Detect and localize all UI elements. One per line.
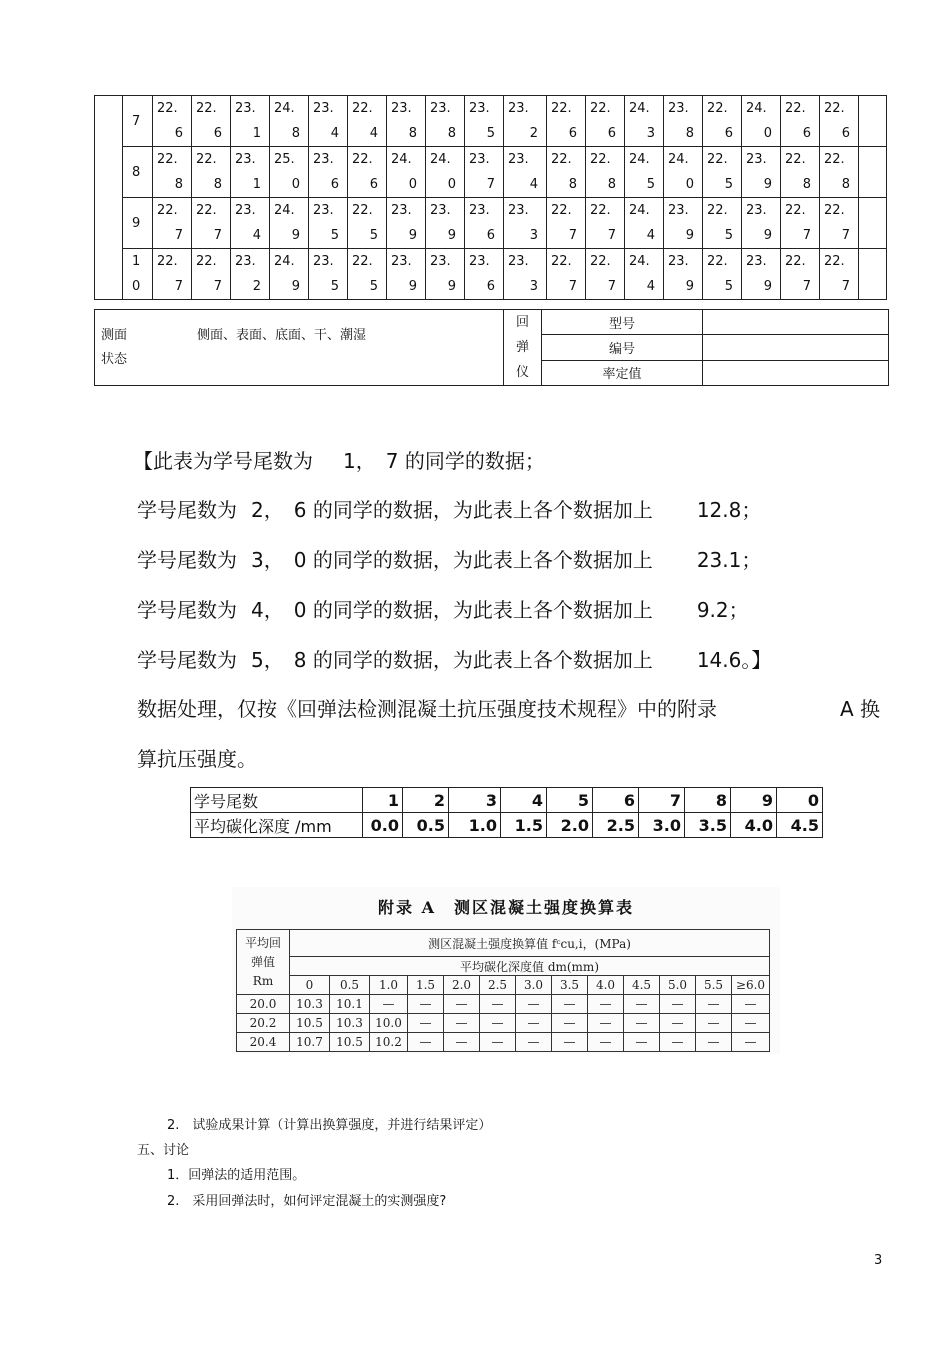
student-id-digit: 0 — [777, 788, 823, 813]
carbonation-label: 平均碳化深度 /mm — [191, 813, 363, 838]
rebound-value-cell: 22. 5 — [703, 249, 742, 300]
depth-header: 1.0 — [370, 976, 408, 995]
strength-value: 10.3 — [290, 995, 330, 1014]
strength-value: — — [552, 1033, 588, 1052]
mean-rebound-value: 20.4 — [237, 1033, 290, 1052]
depth-header: 0 — [290, 976, 330, 995]
student-id-label: 学号尾数 — [191, 788, 363, 813]
measurement-row-label: 9 — [123, 198, 153, 249]
rebound-value-cell: 22. 6 — [547, 96, 586, 147]
strength-value: — — [624, 995, 660, 1014]
rebound-value-cell: 23. 9 — [742, 147, 781, 198]
rebound-value-cell: 22. 8 — [586, 147, 625, 198]
strength-value: — — [480, 995, 516, 1014]
student-id-digit: 5 — [547, 788, 593, 813]
student-id-digit: 3 — [449, 788, 501, 813]
rebound-value-cell: 23. 9 — [426, 249, 465, 300]
rebound-value-cell: 23. 9 — [742, 249, 781, 300]
rebound-value-cell: 22. 5 — [348, 249, 387, 300]
strength-value: — — [480, 1033, 516, 1052]
rebound-blank-cell — [859, 147, 887, 198]
rebound-value-cell: 23. 6 — [465, 198, 504, 249]
rebound-value-cell: 22. 5 — [703, 198, 742, 249]
carbonation-depth-table — [190, 787, 823, 838]
item-2: 2. 试验成果计算（计算出换算强度，并进行结果评定） — [167, 1118, 492, 1133]
rebound-value-cell: 24. 3 — [625, 96, 664, 147]
model-value — [703, 310, 889, 335]
strength-value: 10.3 — [330, 1014, 370, 1033]
strength-value: — — [480, 1014, 516, 1033]
section-5-title: 五、讨论 — [137, 1143, 190, 1158]
carbonation-depth-value: 0.0 — [363, 813, 403, 838]
strength-value: — — [732, 1033, 770, 1052]
student-id-digit: 4 — [501, 788, 547, 813]
rebound-value-cell: 22. 7 — [153, 249, 192, 300]
depth-header: 3.0 — [516, 976, 552, 995]
carbonation-subheader: 平均碳化深度值 dm(mm) — [290, 957, 770, 976]
carbonation-depth-value: 3.5 — [685, 813, 731, 838]
rebound-value-cell: 22. 8 — [781, 147, 820, 198]
rebound-value-cell: 22. 8 — [192, 147, 231, 198]
student-id-digit: 6 — [593, 788, 639, 813]
strength-value: — — [370, 995, 408, 1014]
depth-header: 0.5 — [330, 976, 370, 995]
rebound-value-cell: 23. 6 — [465, 249, 504, 300]
rebound-value-cell: 24. 8 — [270, 96, 309, 147]
mean-rebound-header: 平均回 弹值 Rm — [237, 930, 290, 995]
rebound-value-cell: 22. 5 — [703, 147, 742, 198]
measurement-row-label: 7 — [123, 96, 153, 147]
surface-status-label-1: 测面 — [101, 328, 128, 343]
surface-status-value: 侧面、表面、底面、干、潮湿 — [197, 328, 367, 343]
strength-value: 10.2 — [370, 1033, 408, 1052]
strength-value: — — [408, 1033, 444, 1052]
strength-value: — — [696, 995, 732, 1014]
student-id-digit: 8 — [685, 788, 731, 813]
note-line-1: 【此表为学号尾数为 1， 7 的同学的数据； — [133, 449, 545, 473]
rebound-value-cell: 23. 7 — [465, 147, 504, 198]
rebound-value-cell: 24. 9 — [270, 249, 309, 300]
rebound-value-cell: 23. 9 — [387, 249, 426, 300]
strength-value: 10.0 — [370, 1014, 408, 1033]
appendix-title: 附录 A 测区混凝土强度换算表 — [378, 898, 634, 917]
test-status-table — [94, 309, 889, 386]
depth-header: 2.0 — [444, 976, 480, 995]
student-id-digit: 9 — [731, 788, 777, 813]
instrument-char-1: 回 — [515, 315, 529, 330]
rebound-value-cell: 22. 7 — [153, 198, 192, 249]
rebound-value-cell: 23. 9 — [387, 198, 426, 249]
rebound-value-cell: 22. 8 — [820, 147, 859, 198]
rebound-value-cell: 22. 8 — [547, 147, 586, 198]
rebound-value-cell: 22. 7 — [781, 249, 820, 300]
rebound-value-cell: 22. 6 — [192, 96, 231, 147]
serial-value — [703, 335, 889, 360]
calibration-label: 率定值 — [542, 360, 703, 385]
note-line-3: 学号尾数为 3， 0 的同学的数据，为此表上各个数据加上 23.1； — [137, 548, 762, 572]
rebound-value-cell: 23. 2 — [504, 96, 547, 147]
strength-value: 10.5 — [330, 1033, 370, 1052]
student-id-digit: 2 — [403, 788, 449, 813]
strength-value: — — [660, 995, 696, 1014]
rebound-value-cell: 23. 9 — [426, 198, 465, 249]
rebound-value-cell: 24. 0 — [664, 147, 703, 198]
strength-value: — — [660, 1033, 696, 1052]
strength-value: — — [732, 1014, 770, 1033]
model-label: 型号 — [542, 310, 703, 335]
calibration-value — [703, 360, 889, 385]
strength-value: — — [516, 1033, 552, 1052]
question-1: 1．回弹法的适用范围。 — [167, 1168, 306, 1183]
rebound-value-cell: 22. 6 — [586, 96, 625, 147]
strength-value: — — [444, 1033, 480, 1052]
strength-value: — — [624, 1033, 660, 1052]
processing-line-1: 数据处理，仅按《回弹法检测混凝土抗压强度技术规程》中的附录 — [137, 697, 717, 721]
rebound-value-cell: 23. 2 — [231, 249, 270, 300]
instrument-char-2: 弹 — [515, 340, 529, 355]
depth-header: 1.5 — [408, 976, 444, 995]
strength-value: — — [408, 995, 444, 1014]
depth-header: ≥6.0 — [732, 976, 770, 995]
strength-value: — — [516, 1014, 552, 1033]
rebound-value-cell: 22. 7 — [547, 198, 586, 249]
surface-status-cell — [95, 310, 504, 386]
depth-header: 4.0 — [588, 976, 624, 995]
rebound-value-cell: 22. 6 — [153, 96, 192, 147]
strength-value: — — [444, 1014, 480, 1033]
rebound-value-cell: 23. 4 — [309, 96, 348, 147]
rebound-value-cell: 23. 3 — [504, 198, 547, 249]
rebound-value-cell: 23. 8 — [426, 96, 465, 147]
carbonation-depth-value: 2.5 — [593, 813, 639, 838]
rebound-blank-cell — [859, 198, 887, 249]
note-line-4: 学号尾数为 4， 0 的同学的数据，为此表上各个数据加上 9.2； — [137, 598, 749, 622]
strength-conversion-table — [236, 929, 770, 1052]
note-line-5: 学号尾数为 5， 8 的同学的数据，为此表上各个数据加上 14.6。】 — [137, 648, 772, 672]
rebound-value-cell: 22. 8 — [153, 147, 192, 198]
depth-header: 2.5 — [480, 976, 516, 995]
rebound-value-cell: 23. 3 — [504, 249, 547, 300]
rebound-value-cell: 24. 0 — [387, 147, 426, 198]
rebound-blank-cell — [859, 249, 887, 300]
strength-value: — — [624, 1014, 660, 1033]
carbonation-depth-value: 3.0 — [639, 813, 685, 838]
strength-value: — — [588, 1014, 624, 1033]
rebound-data-table — [94, 95, 887, 300]
rebound-value-cell: 23. 9 — [742, 198, 781, 249]
surface-status-label-2: 状态 — [101, 352, 128, 367]
strength-value: — — [408, 1014, 444, 1033]
rebound-value-cell: 22. 7 — [781, 198, 820, 249]
rebound-value-cell: 22. 7 — [820, 198, 859, 249]
rebound-value-cell: 23. 5 — [465, 96, 504, 147]
conversion-header: 测区混凝土强度换算值 fᶜcu,i，(MPa) — [290, 930, 770, 957]
carbonation-depth-value: 1.5 — [501, 813, 547, 838]
zone-blank-cell — [95, 96, 123, 300]
carbonation-depth-value: 1.0 — [449, 813, 501, 838]
strength-value: — — [588, 995, 624, 1014]
depth-header: 4.5 — [624, 976, 660, 995]
instrument-char-3: 仪 — [515, 365, 529, 380]
rebound-value-cell: 23. 9 — [664, 249, 703, 300]
serial-label: 编号 — [542, 335, 703, 360]
rebound-value-cell: 23. 6 — [309, 147, 348, 198]
measurement-row-label: 8 — [123, 147, 153, 198]
rebound-value-cell: 22. 7 — [586, 249, 625, 300]
question-2: 2. 采用回弹法时，如何评定混凝土的实测强度? — [167, 1194, 447, 1209]
rebound-value-cell: 22. 7 — [547, 249, 586, 300]
rebound-value-cell: 23. 8 — [664, 96, 703, 147]
carbonation-depth-value: 4.5 — [777, 813, 823, 838]
rebound-value-cell: 22. 7 — [586, 198, 625, 249]
processing-line-1-end: A 换 — [840, 697, 881, 721]
rebound-value-cell: 24. 0 — [742, 96, 781, 147]
rebound-value-cell: 22. 7 — [192, 249, 231, 300]
depth-header: 3.5 — [552, 976, 588, 995]
rebound-value-cell: 23. 9 — [664, 198, 703, 249]
rebound-instrument-label — [504, 310, 542, 386]
rebound-value-cell: 22. 4 — [348, 96, 387, 147]
strength-value: 10.7 — [290, 1033, 330, 1052]
carbonation-depth-value: 4.0 — [731, 813, 777, 838]
mean-rebound-value: 20.0 — [237, 995, 290, 1014]
strength-value: — — [552, 1014, 588, 1033]
rebound-value-cell: 23. 4 — [231, 198, 270, 249]
strength-value: — — [696, 1014, 732, 1033]
rebound-blank-cell — [859, 96, 887, 147]
depth-header: 5.0 — [660, 976, 696, 995]
rebound-value-cell: 23. 4 — [504, 147, 547, 198]
rebound-value-cell: 23. 1 — [231, 96, 270, 147]
rebound-value-cell: 22. 6 — [781, 96, 820, 147]
rebound-value-cell: 24. 9 — [270, 198, 309, 249]
note-line-2: 学号尾数为 2， 6 的同学的数据，为此表上各个数据加上 12.8； — [137, 498, 762, 522]
rebound-value-cell: 23. 5 — [309, 198, 348, 249]
strength-value: — — [444, 995, 480, 1014]
rebound-value-cell: 24. 4 — [625, 249, 664, 300]
carbonation-depth-value: 0.5 — [403, 813, 449, 838]
rebound-value-cell: 24. 0 — [426, 147, 465, 198]
rebound-value-cell: 22. 5 — [348, 198, 387, 249]
strength-value: — — [552, 995, 588, 1014]
mean-rebound-value: 20.2 — [237, 1014, 290, 1033]
strength-value: — — [732, 995, 770, 1014]
strength-value: — — [660, 1014, 696, 1033]
measurement-row-label: 1 0 — [123, 249, 153, 300]
rebound-value-cell: 24. 4 — [625, 198, 664, 249]
carbonation-depth-value: 2.0 — [547, 813, 593, 838]
strength-value: 10.1 — [330, 995, 370, 1014]
page-number: 3 — [874, 1253, 883, 1268]
processing-line-2: 算抗压强度。 — [137, 747, 257, 771]
rebound-value-cell: 25. 0 — [270, 147, 309, 198]
appendix-a-excerpt — [232, 887, 780, 1054]
strength-value: — — [516, 995, 552, 1014]
rebound-value-cell: 22. 7 — [820, 249, 859, 300]
depth-header: 5.5 — [696, 976, 732, 995]
rebound-value-cell: 22. 6 — [348, 147, 387, 198]
strength-value: — — [588, 1033, 624, 1052]
rebound-value-cell: 23. 8 — [387, 96, 426, 147]
rebound-value-cell: 22. 7 — [192, 198, 231, 249]
rebound-value-cell: 22. 6 — [820, 96, 859, 147]
strength-value: 10.5 — [290, 1014, 330, 1033]
rebound-value-cell: 22. 6 — [703, 96, 742, 147]
strength-value: — — [696, 1033, 732, 1052]
student-id-digit: 1 — [363, 788, 403, 813]
rebound-value-cell: 23. 1 — [231, 147, 270, 198]
rebound-value-cell: 23. 5 — [309, 249, 348, 300]
student-id-digit: 7 — [639, 788, 685, 813]
rebound-value-cell: 24. 5 — [625, 147, 664, 198]
